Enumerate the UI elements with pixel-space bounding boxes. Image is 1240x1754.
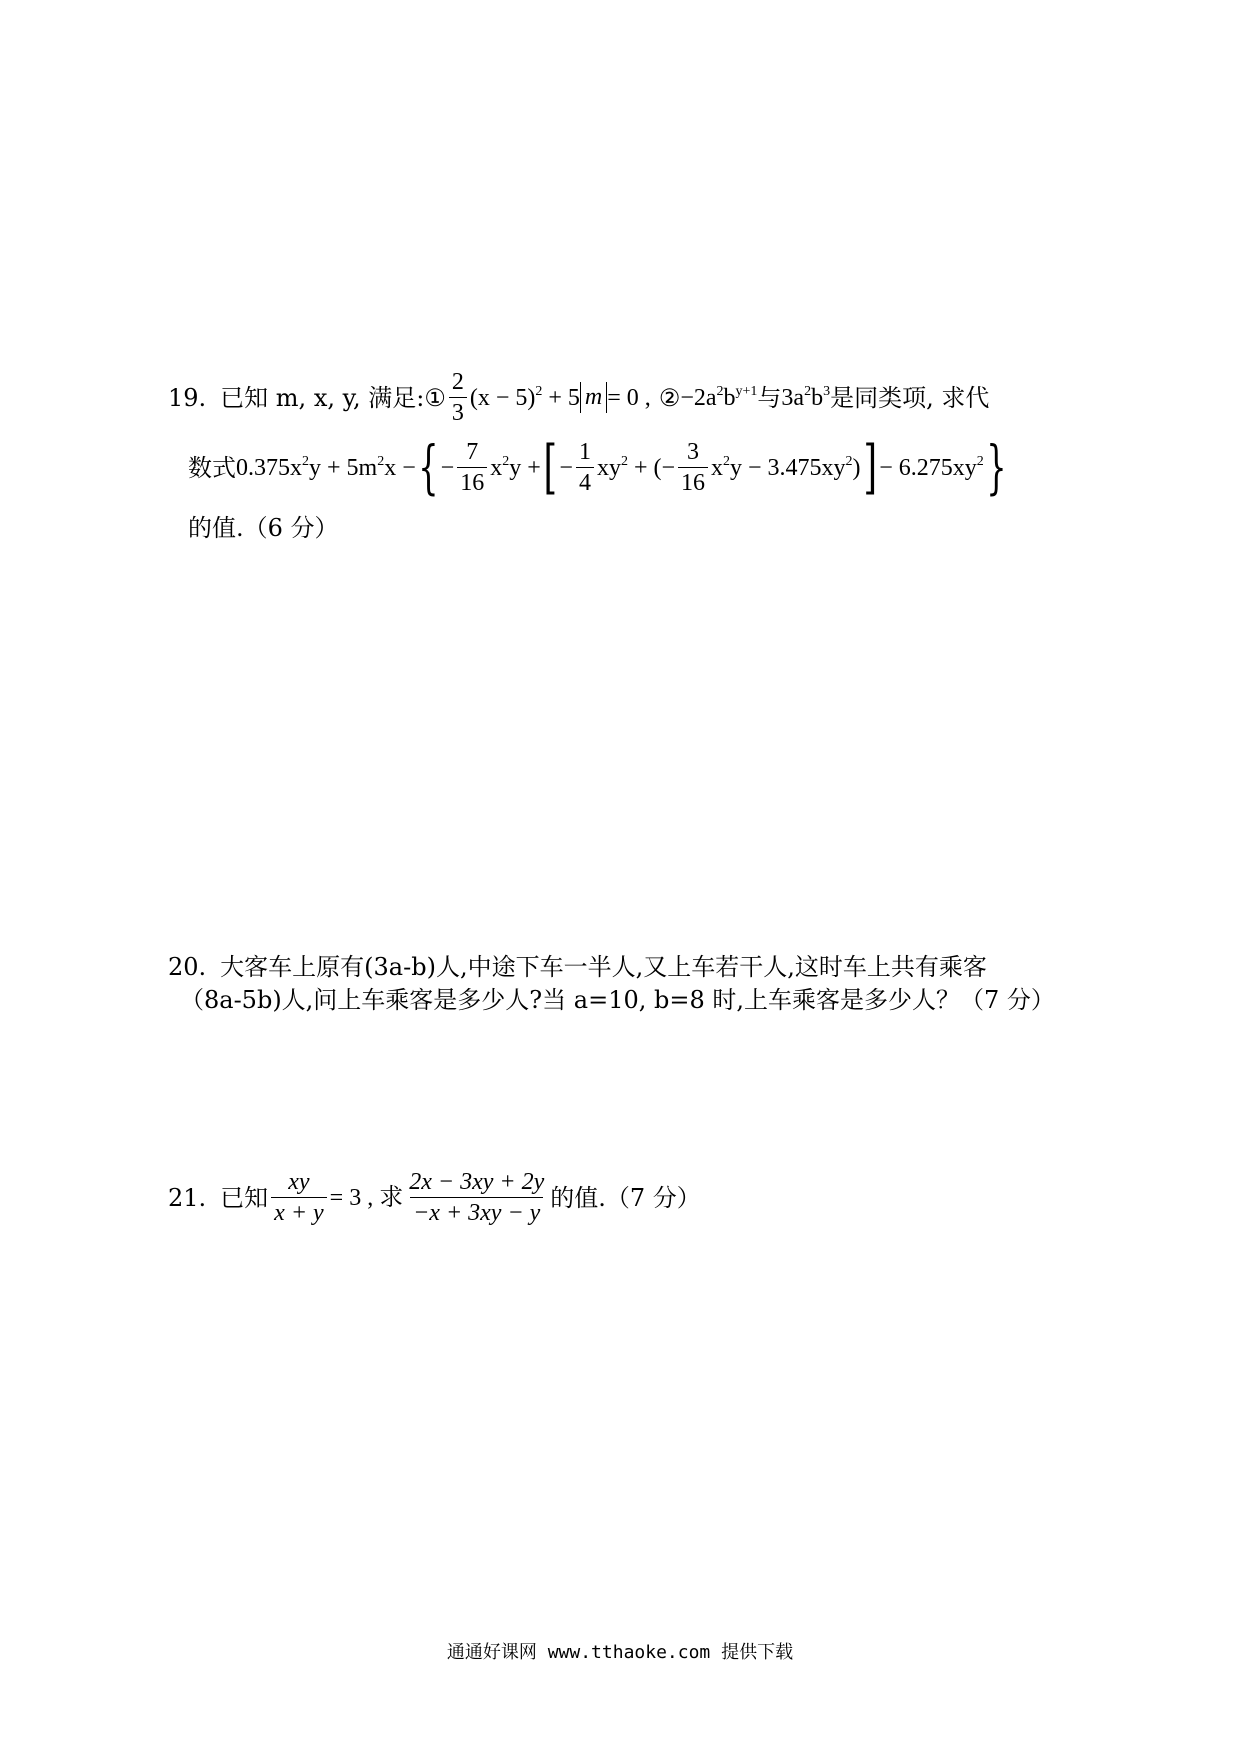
- q19-frac-1-4: [576, 440, 594, 495]
- q20-line2: （8a-5b)人,问上车乘客是多少人?当 a=10, b=8 时,上车乘客是多少人？（7 分）: [180, 986, 1055, 1014]
- q21-frac1: [271, 1170, 327, 1225]
- exp: 3: [823, 384, 831, 399]
- term-b: b: [811, 385, 824, 411]
- q21-prefix: 已知: [220, 1183, 269, 1212]
- frac-numerator: 2x − 3xy + 2y: [409, 1169, 545, 1195]
- q19-term2: [781, 385, 830, 410]
- frac-denominator: 4: [576, 467, 594, 495]
- exp: 2: [502, 454, 510, 469]
- q19-frac-7-16: [457, 440, 487, 495]
- q19-tail: $x^2y - 3.475xy^2$): [711, 454, 861, 481]
- term-3a: 3a: [781, 385, 805, 411]
- q21-frac2: [406, 1170, 547, 1225]
- cond1-tail: + 5: [542, 385, 580, 411]
- q19-line2: [188, 433, 1009, 502]
- q19-x2y: $x^2y$ +: [490, 454, 541, 481]
- q19-prefix: 已知 m, x, y, 满足:: [220, 383, 425, 412]
- q19-yu: 与: [757, 383, 782, 412]
- exp: y+1: [735, 384, 758, 399]
- frac-denominator: 16: [678, 467, 708, 495]
- expr-last: − 6.275xy: [879, 455, 977, 481]
- exp: 2: [620, 454, 628, 469]
- q19-abs-m: m: [580, 382, 607, 412]
- frac-denominator: 16: [457, 467, 487, 495]
- minus-sign: −: [559, 454, 573, 481]
- frac-denominator: 3: [449, 397, 467, 425]
- q19-expr-start: [236, 455, 416, 480]
- footer-text: 通通好课网 www.tthaoke.com 提供下载: [446, 1642, 794, 1663]
- frac-numerator: 2: [451, 369, 464, 395]
- expr-y: y + 5m: [309, 455, 378, 481]
- question-21: [168, 1170, 701, 1225]
- right-brace: }: [986, 433, 1007, 502]
- q19-cond1: [470, 385, 580, 410]
- exp: 2: [716, 384, 724, 399]
- frac-numerator: 7: [466, 439, 479, 465]
- plus: +: [521, 455, 541, 481]
- paren-close: ): [852, 455, 861, 481]
- left-bracket: [: [543, 433, 557, 502]
- q19-suffix: 是同类项, 求代: [830, 383, 990, 412]
- q21-suffix: 的值.（7 分）: [550, 1183, 701, 1212]
- q19-frac-2-3: [449, 370, 467, 425]
- term-b: b: [723, 385, 736, 411]
- cond1-base: (x − 5): [469, 385, 536, 411]
- q19-frac-3-16: [678, 440, 708, 495]
- frac-denominator: −x + 3xy − y: [410, 1197, 543, 1225]
- q20-line1: 大客车上原有(3a-b)人,中途下车一半人,又上车若干人,这时车上共有乘客: [220, 953, 987, 981]
- frac-numerator: 1: [578, 439, 591, 465]
- exp: 2: [377, 454, 385, 469]
- expr-tail: y − 3.475xy: [730, 455, 846, 481]
- q20-number: 20.: [168, 953, 207, 981]
- expr-x-minus: x −: [384, 455, 416, 481]
- q19-xy2: [597, 455, 675, 480]
- frac-denominator: x + y: [271, 1197, 327, 1225]
- minus-sign: −: [440, 454, 455, 481]
- exp: 2: [845, 454, 853, 469]
- exp: 2: [723, 454, 730, 469]
- q19-cond1-eq: = 0 ,: [607, 384, 651, 411]
- q19-circle1: ①: [424, 383, 446, 412]
- frac-numerator: xy: [288, 1169, 310, 1195]
- expr-start: 0.375x: [236, 455, 302, 481]
- q19-last: [879, 455, 984, 480]
- q21-mid: = 3 , 求: [329, 1184, 404, 1211]
- q19-line3: 的值.（6 分）: [188, 514, 339, 542]
- xy: xy: [596, 455, 621, 481]
- left-brace: {: [418, 433, 439, 502]
- exp: 2: [804, 384, 812, 399]
- q19-number: 19.: [168, 383, 207, 412]
- question-20: [168, 955, 987, 979]
- right-bracket: ]: [863, 433, 877, 502]
- q21-number: 21.: [168, 1183, 207, 1212]
- exp: 2: [302, 454, 309, 469]
- exp: 2: [535, 384, 543, 399]
- q19-line2-prefix: 数式: [188, 453, 236, 482]
- frac-numerator: 3: [687, 439, 699, 465]
- term-a: −2a: [680, 385, 717, 411]
- question-19: [168, 370, 989, 425]
- exp: 2: [976, 454, 984, 469]
- paren-open: + (−: [633, 455, 675, 481]
- q19-circle2: ②: [658, 383, 681, 412]
- q19-term1: [680, 385, 757, 410]
- x: x: [490, 455, 503, 481]
- q19-line1: [168, 370, 989, 425]
